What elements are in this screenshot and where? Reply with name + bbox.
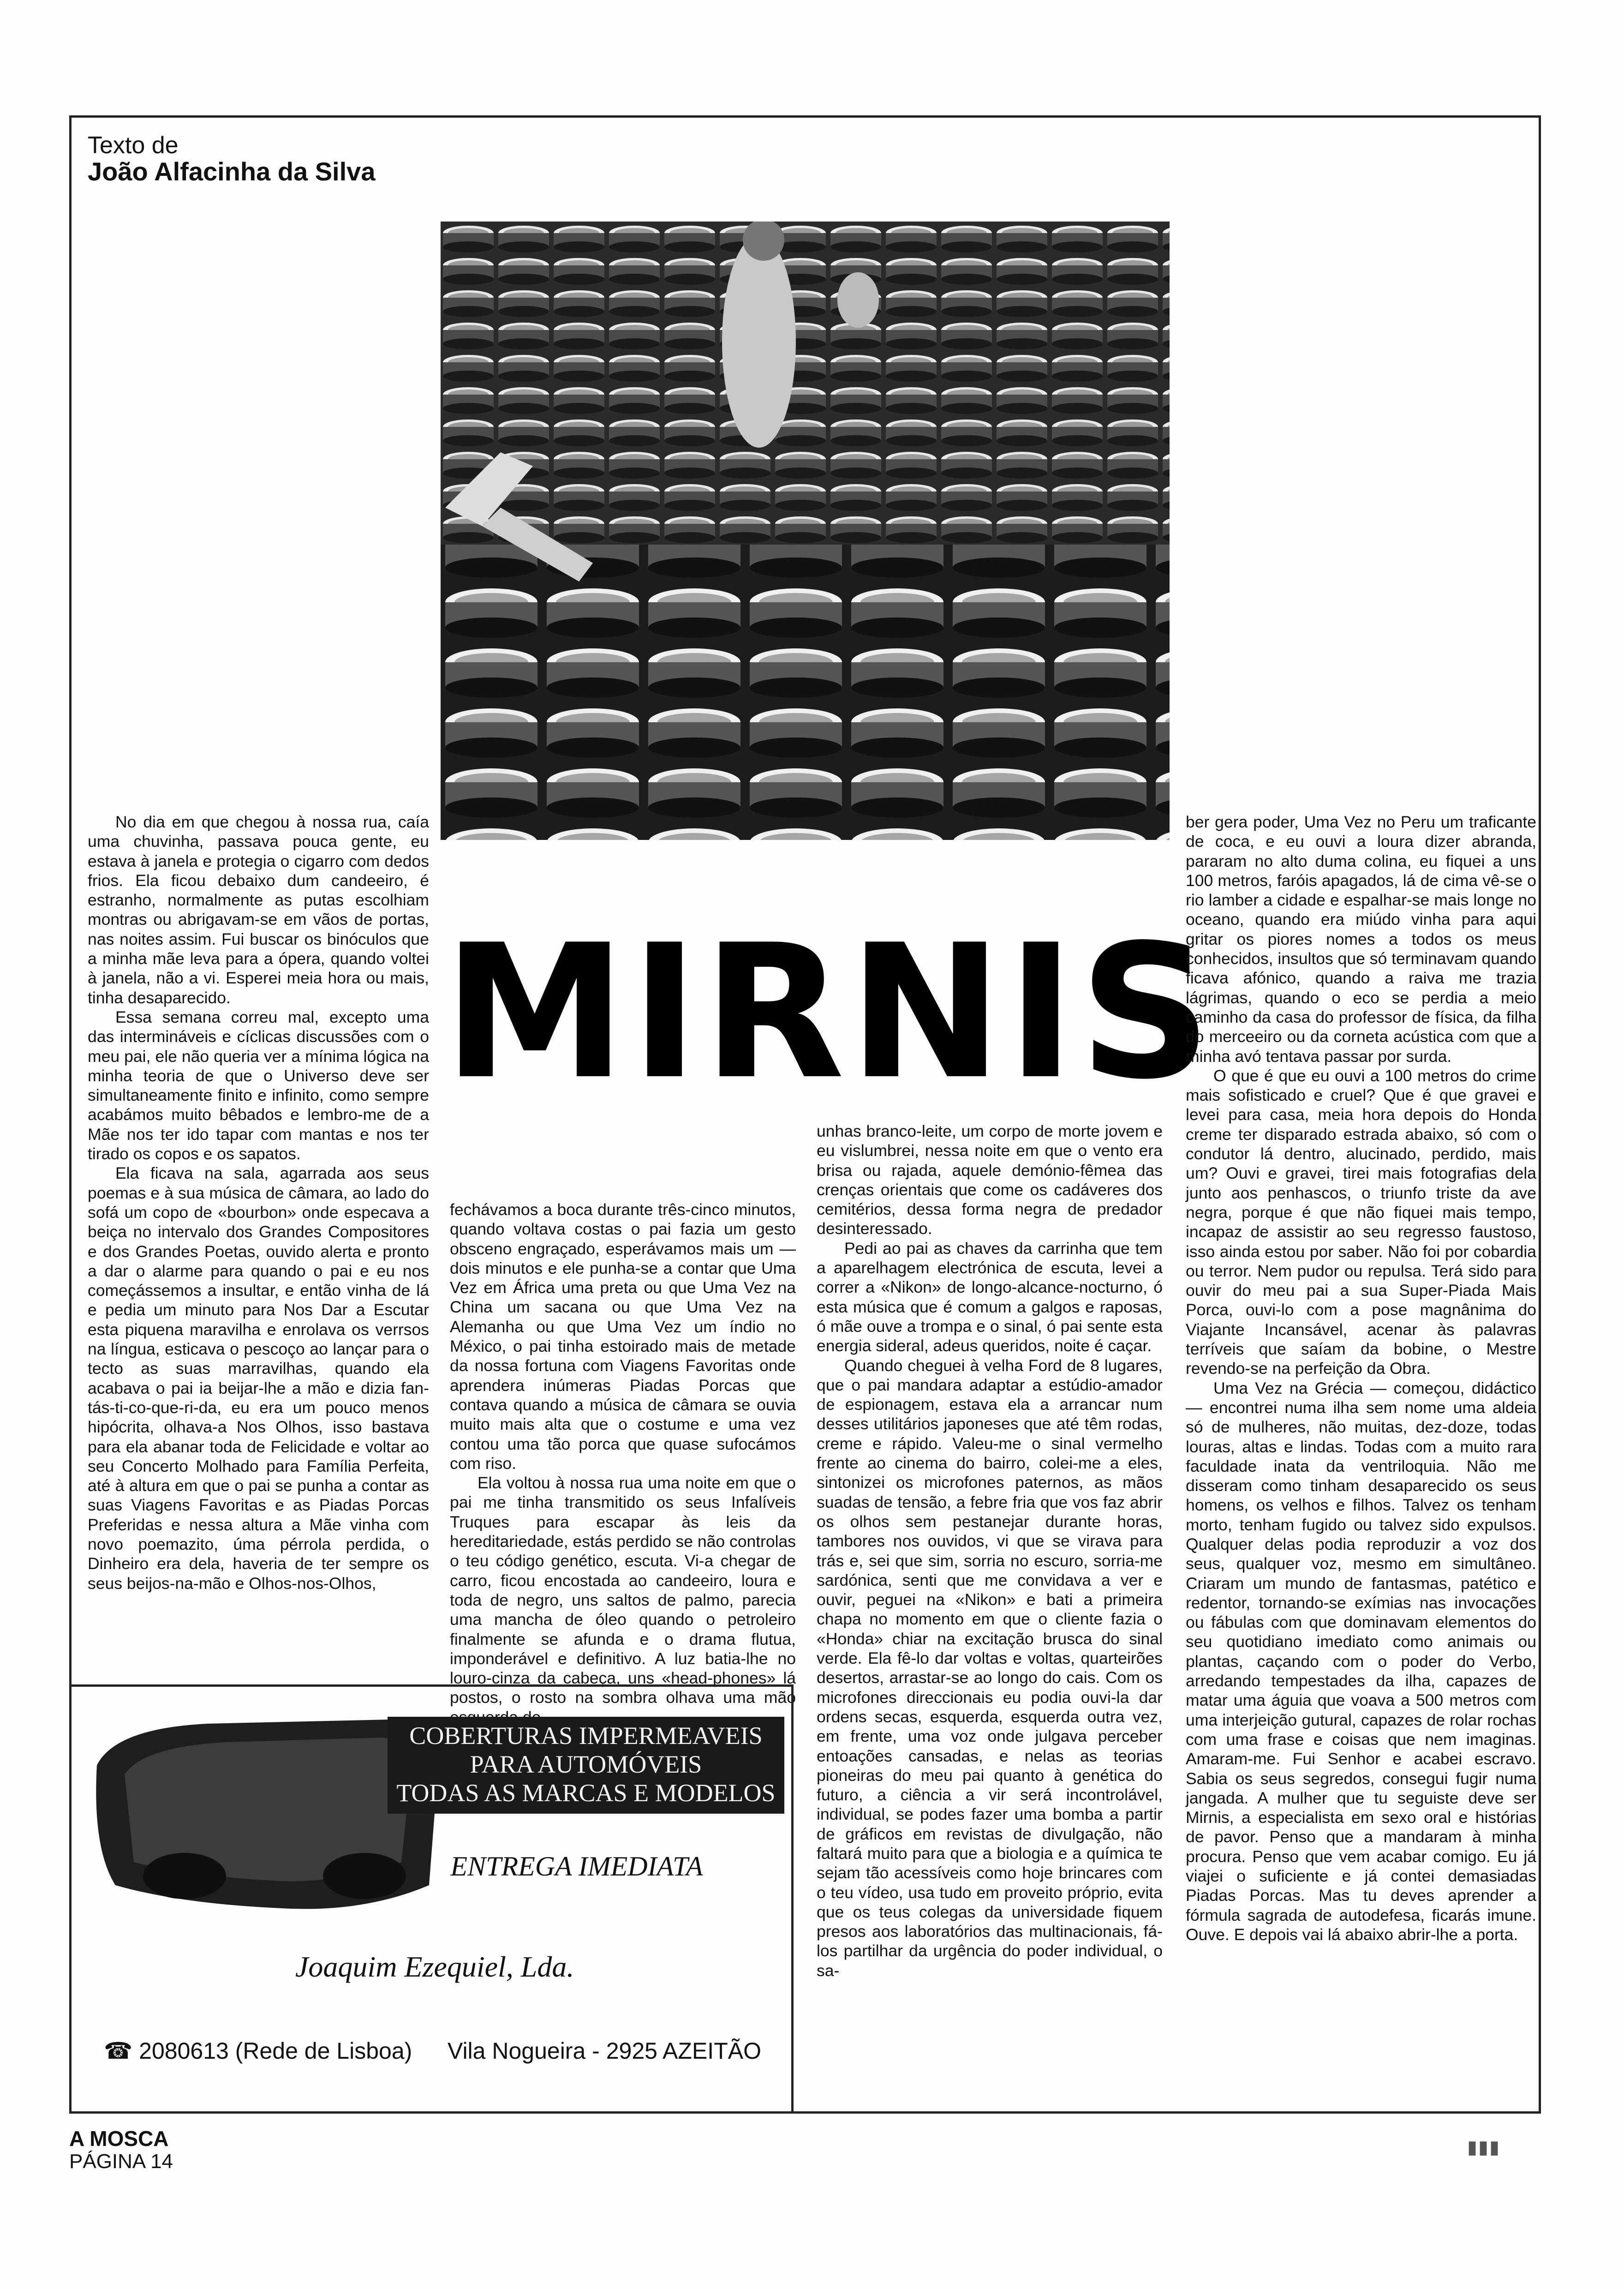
paragraph: Essa semana correu mal, excepto uma das intermináveis e cíclicas discussões com o meu pai, ele não queria ver a mínima lógica na minha teoria de que o Universo deve ser simultaneamente finito e infinito, como sempre acabámos muito bêbados e lembro-me de a Mãe nos ter ido tapar com mantas e nos ter tirado os copos e os sapatos. xyxy=(88,1007,429,1163)
paragraph: Pedi ao pai as chaves da carrinha que tem a aparelhagem electrónica de escuta, levei a correr a «Nikon» de longo-alcance-nocturno, ó esta música que é comum a galgos e raposas, ó mãe ouve a trompa e o sinal, ó pai sente esta energia sideral, adeus queridos, noite é caçar. xyxy=(817,1239,1163,1355)
ad-banner-line: COBERTURAS IMPERMEAVEIS xyxy=(409,1722,763,1750)
phone-icon: ☎ xyxy=(104,2038,139,2064)
ad-banner-line: TODAS AS MARCAS E MODELOS xyxy=(396,1779,776,1807)
text-column-2 xyxy=(450,1200,796,1727)
ad-banner-line: PARA AUTOMÓVEIS xyxy=(470,1750,702,1778)
ad-banner xyxy=(388,1717,784,1814)
barrels-photo xyxy=(441,222,1170,840)
publication-name: A MOSCA xyxy=(69,2127,169,2151)
ad-delivery: ENTREGA IMEDIATA xyxy=(450,1851,703,1882)
text-column-4 xyxy=(1186,812,1536,1944)
byline-prefix: Texto de xyxy=(88,132,179,159)
byline-author: João Alfacinha da Silva xyxy=(88,157,376,186)
ad-address: Vila Nogueira - 2925 AZEITÃO xyxy=(448,2038,761,2064)
bleed-through-mark: ▮▮▮ xyxy=(1467,2137,1501,2157)
paragraph: Ela ficava na sala, agarrada aos seus poemas e à sua música de câmara, ao lado do sofá um copo de «bourbon» onde especava a beiça no intervalo dos Grandes Compositores e dos Grandes Poetas, ouvido alerta e pronto a dar o alarme para quando o pai e eu nos começássemos a insultar, e então vinha de lá e pedia um minuto para Nos Dar a Escutar esta piquena maravilha e enrolava os verrsos na língua, esticava o pescoço ao lançar para o tecto as suas marravilhas, quando ela acabava o pai ia beijar-lhe a mão e dizia fan-tás-ti-co-que-ri-da, eu era um pouco menos hipócrita, olhava-a Nos Olhos, isso bastava para ela abanar toda de Felicidade e voltar ao seu Concerto Molhado para Família Perfeita, até à altura em que o pai se punha a contar as suas Viagens Favoritas e as Piadas Porcas Preferidas e nessa altura a Mãe vinha com novo poemazito, úma pérrola perdida, o Dinheiro era dela, haveria de ter sempre os seus beijos-na-mão e Olhos-nos-Olhos, xyxy=(88,1164,429,1593)
text-column-3 xyxy=(817,1121,1163,1980)
page-number: PÁGINA 14 xyxy=(69,2150,173,2173)
paragraph: fechávamos a boca durante três-cinco minutos, quando voltava costas o pai fazia um gesto obsceno engraçado, esperávamos mais um — dois minutos e ele punha-se a contar que Uma Vez em África uma preta ou que Uma Vez na China um sacana ou que Uma Vez na Alemanha ou que Uma Vez um índio no México, o pai tinha estoirado mais de metade da nossa fortuna com Viagens Favoritas onde aprendera inúmeras Piadas Porcas que contava quando a música de câmara se ouvia muito mais alta que o costume e uma vez contou uma tão porca que quase sufocámos com riso. xyxy=(450,1200,796,1473)
paragraph: No dia em que chegou à nossa rua, caía uma chuvinha, passava pouca gente, eu estava à janela e protegia o cigarro com dedos frios. Ela ficou debaixo dum candeeiro, é estranho, normalmente as putas escolhiam montras ou abrigavam-se em vãos de portas, nas noites assim. Fui buscar os binóculos que a minha mãe leva para a ópera, quando voltei à janela, não a vi. Esperei meia hora ou mais, tinha desaparecido. xyxy=(88,813,429,1007)
ad-phone-number: 2080613 (Rede de Lisboa) xyxy=(139,2038,412,2064)
ad-company: Joaquim Ezequiel, Lda. xyxy=(295,1950,574,1983)
paragraph: Quando cheguei à velha Ford de 8 lugares, que o pai mandara adaptar a estúdio-amador de espionagem, estava ela a arrancar num desses utilitários japoneses que até têm rodas, creme e rápido. Valeu-me o sinal vermelho frente ao cinema do bairro, colei-me a eles, sintonizei os microfones paternos, as mãos suadas de tensão, a febre fria que vos faz abrir os olhos sem pestanejar durante horas, tambores nos ouvidos, vi que se virava para trás e, sei que sim, sorria no escuro, sorria-me sardónica, senti que me convidava a ver e ouvir, peguei na «Nikon» e bati a primeira chapa no momento em que o cliente fazia o «Honda» chiar na excitação brusca do sinal verde. Ela fê-lo dar voltas e voltas, quarteirões desertos, arrastar-se ao longo do cais. Com os microfones direccionais eu podia ouvi-la dar ordens secas, esquerda, esquerda outra vez, em frente, uma voz onde julgava perceber entoações cansadas, e nelas as teorias pioneiras do meu pai quanto à genética do futuro, a ciência a vir será incontrolável, individual, se podes fazer uma bomba a partir de gráficos em revistas de divulgação, não faltará muito para que a biologia e a química te sejam tão acessíveis como hoje brincares com o teu vídeo, usa tudo em proveito próprio, evita que os teus colegas da universidade fiquem presos aos laboratórios das multinacionais, fá-los partilhar da urgência do poder individual, o sa- xyxy=(817,1356,1163,1980)
text-column-1 xyxy=(88,812,429,1593)
paragraph: O que é que eu ouvi a 100 metros do crime mais sofisticado e cruel? Que é que gravei e levei para casa, meia hora depois do Honda creme ter disparado estrada abaixo, só com o condutor lá dentro, alucinado, perdido, mais um? Ouvi e gravei, tirei mais fotografias dela junto aos penhascos, o triunfo triste da ave negra, porque é que não fiquei mais tempo, incapaz de assistir ao seu regresso faustoso, isso ainda estou por saber. Não foi por cobardia ou terror. Nem pudor ou repulsa. Terá sido para ouvir do meu pai a sua Super-Piada Mais Porca, ouvi-lo com a pose magnânima do Viajante Incansável, acenar às palavras terríveis que saíam da bobine, o Mestre revendo-se na perfeição da Obra. xyxy=(1186,1066,1536,1378)
paragraph: ber gera poder, Uma Vez no Peru um traficante de coca, e eu ouvi a loura dizer abranda, pararam no alto duma colina, eu fiquei a uns 100 metros, faróis apagados, lá de cima vê-se o rio lamber a cidade e espalhar-se mais longe no oceano, quando era miúdo vinha para aqui gritar os piores nomes a todos os meus conhecidos, insultos que só terminavam quando ficava afónico, quando a raiva me trazia lágrimas, quando o eco se perdia a meio caminho da casa do professor de física, da filha do merceeiro ou da corneta acústica com que a minha avó tentava passar por surda. xyxy=(1186,813,1536,1066)
headline: MIRNIS xyxy=(443,905,1216,1120)
paragraph: Ela voltou à nossa rua uma noite em que o pai me tinha transmitido os seus Infalíveis Truques para escapar às leis da hereditariedade, estás perdido se não controlas o teu código genético, escuta. Vi-a chegar de carro, ficou encostada ao candeeiro, loura e toda de negro, uns saltos de palmo, parecia uma mancha de óleo quando o petroleiro finalmente se afunda e o drama flutua, imponderável e definitivo. A luz batia-lhe no louro-cinza da cabeça, uns «head-phones» lá postos, o rosto na sombra olhava uma mão xyxy=(450,1474,796,1707)
ad-phone xyxy=(104,2037,412,2064)
article-photo xyxy=(441,222,1170,840)
paragraph: Uma Vez na Grécia — começou, didáctico — encontrei numa ilha sem nome uma aldeia só de mulheres, não muitas, dez-doze, todas louras, altas e lindas. Todas com a muito rara faculdade inata da ventriloquia. Não me disseram como tinham desaparecido os seus homens, os velhos e filhos. Talvez os tenham morto, tenham fugido ou talvez sido expulsos. Qualquer delas podia reproduzir a voz dos seus, qualquer voz, mesmo em simultâneo. Criaram um mundo de fantasmas, patético e redentor, tornando-se exímias nas invocações ou fábulas com que dominavam elementos do seu quotidiano imediato como animais ou plantas, caçando com o poder do Verbo, arredando tempestades da ilha, capazes de matar uma águia que voava a 500 metros com uma interjeição gutural, capazes de rolar rochas com uma frase e coisas que nem imaginas. Amaram-me. Fui Senhor e acabei escravo. Sabia os seus segredos, consegui fugir numa jangada. A mulher que tu seguiste deve ser Mirnis, a especialista em sexo oral e histórias de pavor. Penso que a mandaram à minha procura. Penso que vem acabar comigo. Eu já viajei o suficiente e já contei demasiadas Piadas Porcas. Mas tu deves aprender a fórmula sagrada de autodefesa, ficarás imune. Ouve. E depois vai lá abaixo abrir-lhe a porta. xyxy=(1186,1378,1536,1944)
paragraph: unhas branco-leite, um corpo de morte jovem e eu vislumbrei, nessa noite em que o vento era brisa ou rajada, aquele demónio-fêmea das crenças orientais que come os cadáveres dos cemitérios, dessa forma negra de predador desinteressado. xyxy=(817,1122,1163,1238)
